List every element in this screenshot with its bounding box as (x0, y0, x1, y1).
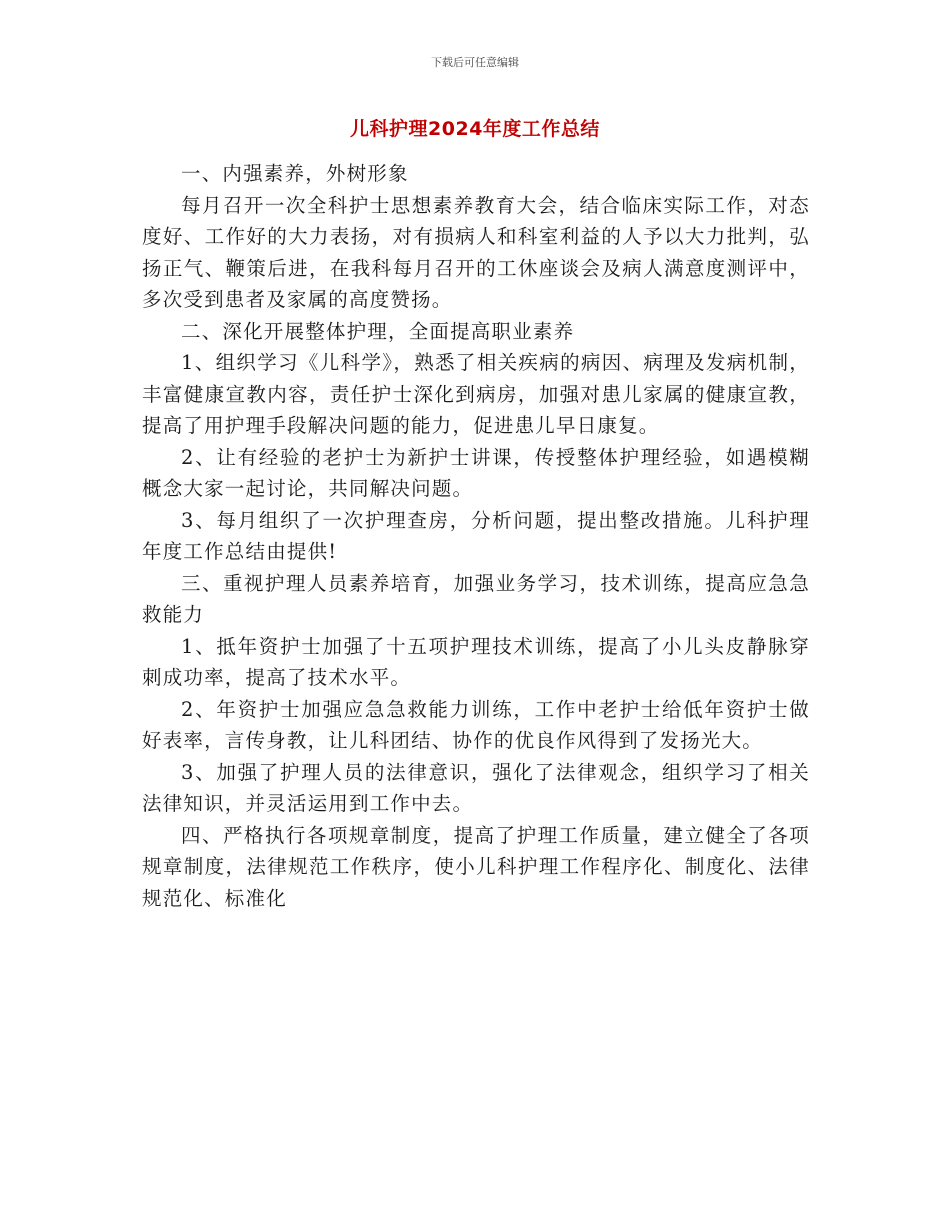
paragraph: 2、年资护士加强应急急救能力训练，工作中老护士给低年资护士做好表率，言传身教，让儿科团结、协作的优良作风得到了发扬光大。 (142, 697, 810, 752)
section-heading-3: 三、重视护理人员素养培育，加强业务学习，技术训练，提高应急急救能力 (142, 571, 810, 626)
paragraph: 2、让有经验的老护士为新护士讲课，传授整体护理经验，如遇模糊概念大家一起讨论，共同解决问题。 (142, 445, 810, 500)
section-heading-4: 四、严格执行各项规章制度，提高了护理工作质量，建立健全了各项规章制度，法律规范工作秩序，使小儿科护理工作程序化、制度化、法律规范化、标准化 (142, 823, 810, 910)
paragraph: 3、每月组织了一次护理查房，分析问题，提出整改措施。儿科护理年度工作总结由提供! (142, 508, 810, 563)
paragraph: 3、加强了护理人员的法律意识，强化了法律观念，组织学习了相关法律知识，并灵活运用到工作中去。 (142, 760, 810, 815)
section-heading-2: 二、深化开展整体护理，全面提高职业素养 (181, 319, 575, 343)
header-note: 下载后可任意编辑 (431, 56, 519, 69)
document-body (142, 158, 810, 914)
paragraph: 1、组织学习《儿科学》，熟悉了相关疾病的病因、病理及发病机制，丰富健康宣教内容，责任护士深化到病房，加强对患儿家属的健康宣教，提高了用护理手段解决问题的能力，促进患儿早日康复。 (142, 351, 810, 437)
paragraph: 1、抵年资护士加强了十五项护理技术训练，提高了小儿头皮静脉穿刺成功率，提高了技术水平。 (142, 634, 810, 689)
document-title: 儿科护理2024年度工作总结 (350, 118, 600, 140)
section-heading-1: 一、内强素养，外树形象 (181, 162, 409, 185)
paragraph: 每月召开一次全科护士思想素养教育大会，结合临床实际工作，对态度好、工作好的大力表扬，对有损病人和科室利益的人予以大力批判，弘扬正气、鞭策后进，在我科每月召开的工休座谈会及病人满意度测评中，多次受到患者及家属的高度赞扬。 (142, 193, 810, 311)
